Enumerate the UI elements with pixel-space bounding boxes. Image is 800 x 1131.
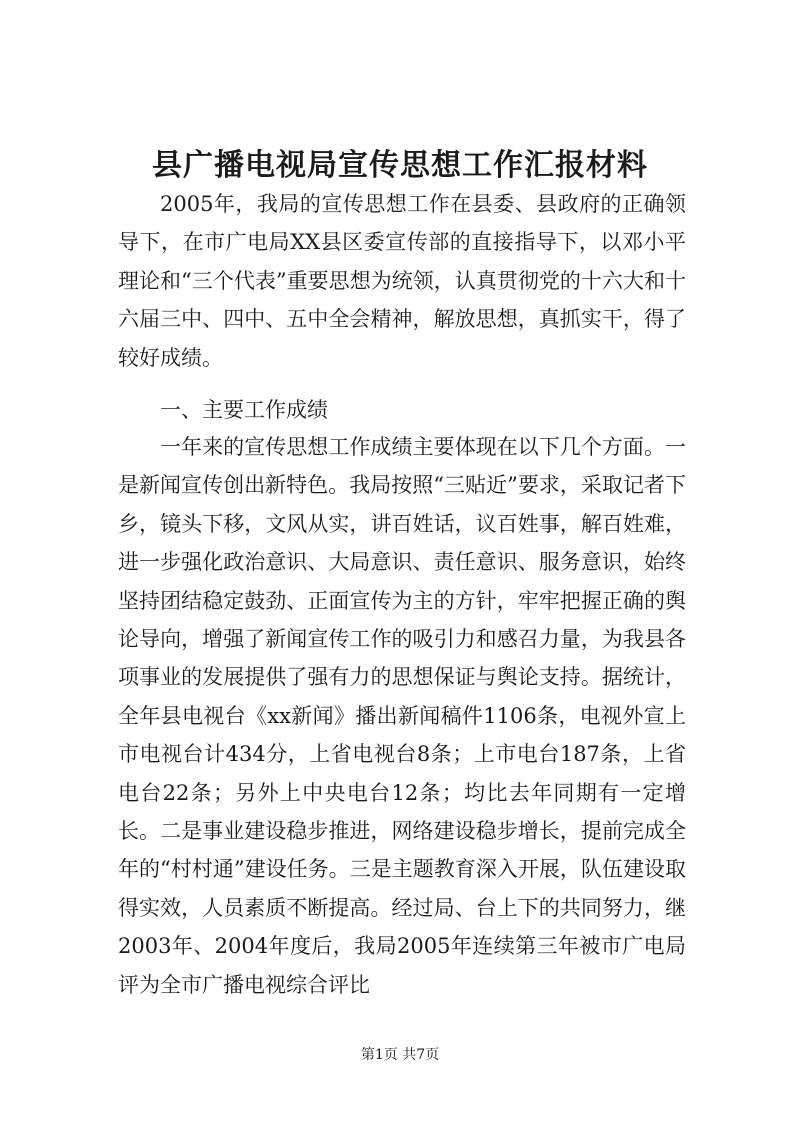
section-heading-text: 一、主要工作成绩 — [160, 398, 328, 422]
body-paragraph-achievements — [118, 428, 686, 1004]
page-number-footer: 第1页 共7页 — [360, 1047, 440, 1063]
document-title: 县广播电视局宣传思想工作汇报材料 — [152, 148, 648, 183]
paragraph-text: 2005年，我局的宣传思想工作在县委、县政府的正确领导下，在市广电局XX县区委宣传部的直接指导下，以邓小平理论和“三个代表”重要思想为统领，认真贯彻党的十六大和十六届三中、四中、五中全会精神，解放思想，真抓实干，得了较好成绩。 — [118, 192, 686, 370]
body-paragraph-intro — [118, 185, 686, 377]
section-heading-achievements — [118, 391, 686, 429]
paragraph-text: 一年来的宣传思想工作成绩主要体现在以下几个方面。一是新闻宣传创出新特色。我局按照“三贴近”要求，采取记者下乡，镜头下移，文风从实，讲百姓话，议百姓事，解百姓难，进一步强化政治意识、大局意识、责任意识、服务意识，始终坚持团结稳定鼓劲、正面宣传为主的方针，牢牢把握正确的舆论导向，增强了新闻宣传工作的吸引力和感召力量，为我县各项事业的发展提供了强有力的思想保证与舆论支持。据统计，全年县电视台《xx新闻》播出新闻稿件1106条，电视外宣上市电视台计434分，上省电视台8条；上市电台187条，上省电台22条；另外上中央电台12条；均比去年同期有一定增长。二是事业建设稳步推进，网络建设稳步增长，提前完成全年的“村村通”建设任务。三是主题教育深入开展，队伍建设取得实效，人员素质不断提高。经过局、台上下的共同努力，继2003年、2004年度后，我局2005年连续第三年被市广电局评为全市广播电视综合评比 — [118, 435, 686, 997]
